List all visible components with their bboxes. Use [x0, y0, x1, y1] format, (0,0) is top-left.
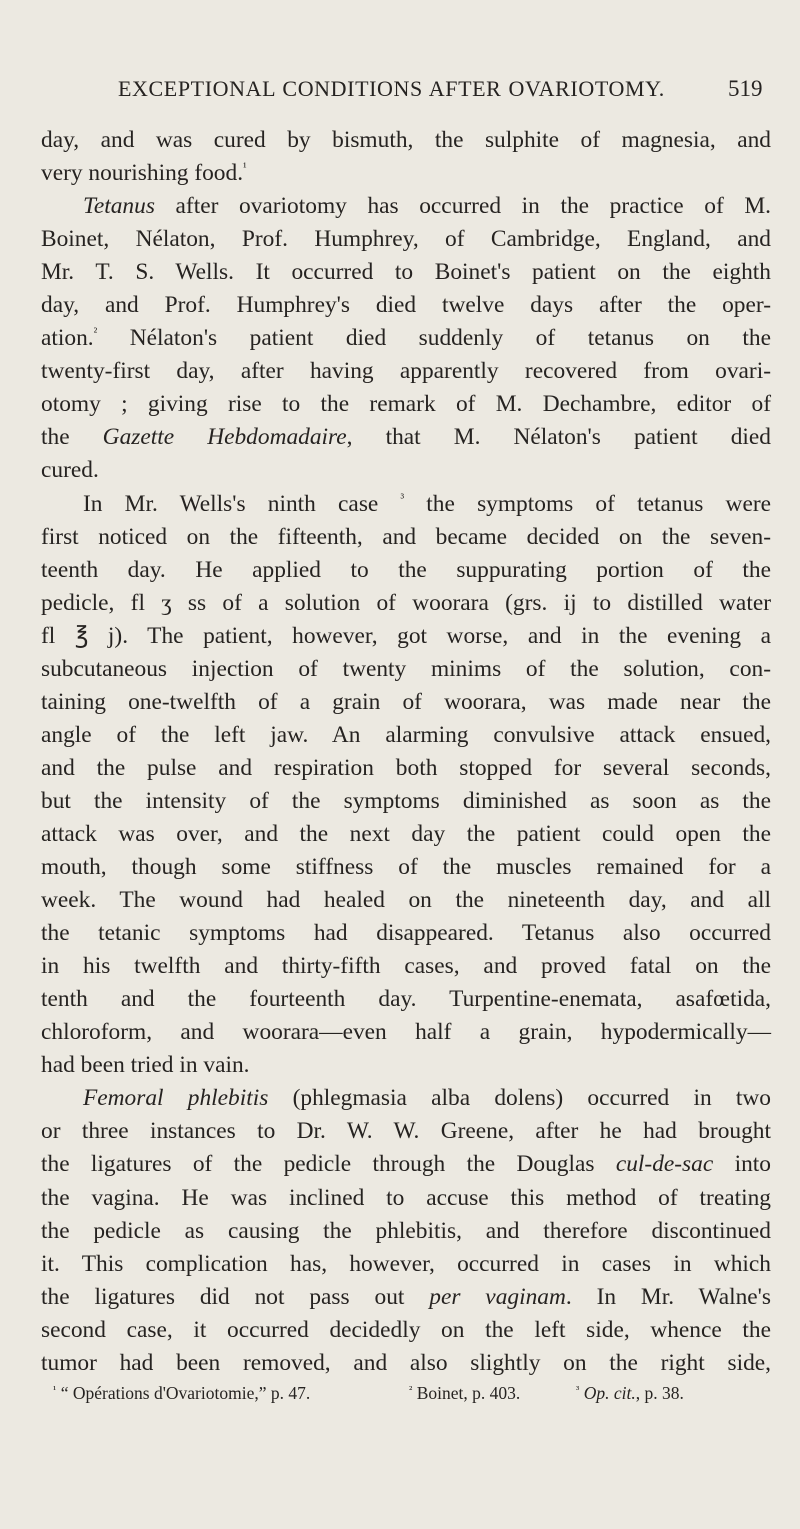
text-line: fl ℥ j). The patient, however, got worse, and in the evening a: [41, 622, 771, 649]
text-line: had been tried in vain.: [41, 1052, 250, 1079]
paragraph: [41, 1082, 771, 1379]
text-line: first noticed on the fifteenth, and became decided on the seven-: [41, 523, 771, 550]
text-line: it. This complication has, however, occurred in cases in which: [41, 1250, 771, 1277]
text-line: otomy ; giving rise to the remark of M. Dechambre, editor of: [41, 391, 771, 418]
footnote: $^{^2}$ Boinet, p. 403.: [409, 1383, 521, 1403]
text-line: Tetanus after ovariotomy has occurred in the practice of M.: [83, 193, 771, 220]
text-line: teenth day. He applied to the suppurating portion of the: [41, 556, 771, 583]
paragraph: [41, 124, 771, 190]
text-line: the tetanic symptoms had disappeared. Tetanus also occurred: [41, 920, 771, 947]
paragraph: [41, 190, 771, 487]
text-line: the vagina. He was inclined to accuse this method of treating: [41, 1184, 771, 1211]
text-line: In Mr. Wells's ninth case $^{^3}$ the symptoms of tetanus were: [83, 490, 771, 517]
text-line: angle of the left jaw. An alarming convulsive attack ensued,: [41, 721, 771, 748]
paragraph: [41, 488, 771, 1083]
text-line: week. The wound had healed on the nineteenth day, and all: [41, 887, 771, 914]
text-line: day, and Prof. Humphrey's died twelve days after the oper-: [41, 292, 771, 319]
text-line: taining one-twelfth of a grain of woorara, was made near the: [41, 688, 771, 715]
text-line: the ligatures did not pass out per vaginam. In Mr. Walne's: [41, 1283, 772, 1310]
text-line: mouth, though some stiffness of the muscles remained for a: [41, 854, 771, 881]
text-line: the ligatures of the pedicle through the Douglas cul-de-sac into: [41, 1151, 771, 1178]
page-header: [0, 76, 800, 110]
text-line: Femoral phlebitis (phlegmasia alba dolens) occurred in two: [83, 1085, 771, 1112]
text-line: very nourishing food.$^{^1}$: [41, 160, 247, 187]
text-line: subcutaneous injection of twenty minims of the solution, con-: [41, 655, 771, 682]
text-line: attack was over, and the next day the patient could open the: [41, 820, 771, 847]
text-line: the Gazette Hebdomadaire, that M. Nélaton's patient died: [41, 424, 771, 451]
footnote: $^{^1}$ “ Opérations d'Ovariotomie,” p. 47.: [53, 1383, 311, 1403]
page-number: 519: [728, 76, 763, 101]
text-line: the pedicle as causing the phlebitis, and therefore discontinued: [41, 1217, 771, 1244]
text-line: in his twelfth and thirty-fifth cases, and proved fatal on the: [41, 953, 771, 980]
text-line: and the pulse and respiration both stopped for several seconds,: [41, 754, 771, 781]
text-line: day, and was cured by bismuth, the sulphite of magnesia, and: [41, 127, 771, 153]
text-line: cured.: [41, 457, 99, 484]
running-title: EXCEPTIONAL CONDITIONS AFTER OVARIOTOMY.: [118, 76, 665, 101]
text-line: but the intensity of the symptoms diminished as soon as the: [41, 787, 771, 814]
text-line: tumor had been removed, and also slightly on the right side,: [41, 1349, 771, 1376]
footnote: $^{^3}$ Op. cit., p. 38.: [576, 1383, 684, 1403]
text-line: Mr. T. S. Wells. It occurred to Boinet's patient on the eighth: [41, 259, 771, 286]
text-line: ation.$^{^2}$ Nélaton's patient died suddenly of tetanus on the: [41, 325, 771, 352]
text-line: or three instances to Dr. W. W. Greene, after he had brought: [41, 1118, 771, 1145]
text-line: pedicle, fl ʒ ss of a solution of woorara (grs. ij to distilled water: [41, 589, 771, 616]
text-line: chloroform, and woorara—even half a grain, hypodermically—: [41, 1019, 771, 1046]
text-line: tenth and the fourteenth day. Turpentine-enemata, asafœtida,: [41, 986, 771, 1013]
body-text: [41, 124, 771, 1380]
text-line: second case, it occurred decidedly on the left side, whence the: [41, 1316, 771, 1343]
text-line: twenty-first day, after having apparently recovered from ovari-: [41, 358, 771, 385]
text-line: Boinet, Nélaton, Prof. Humphrey, of Cambridge, England, and: [41, 226, 771, 253]
